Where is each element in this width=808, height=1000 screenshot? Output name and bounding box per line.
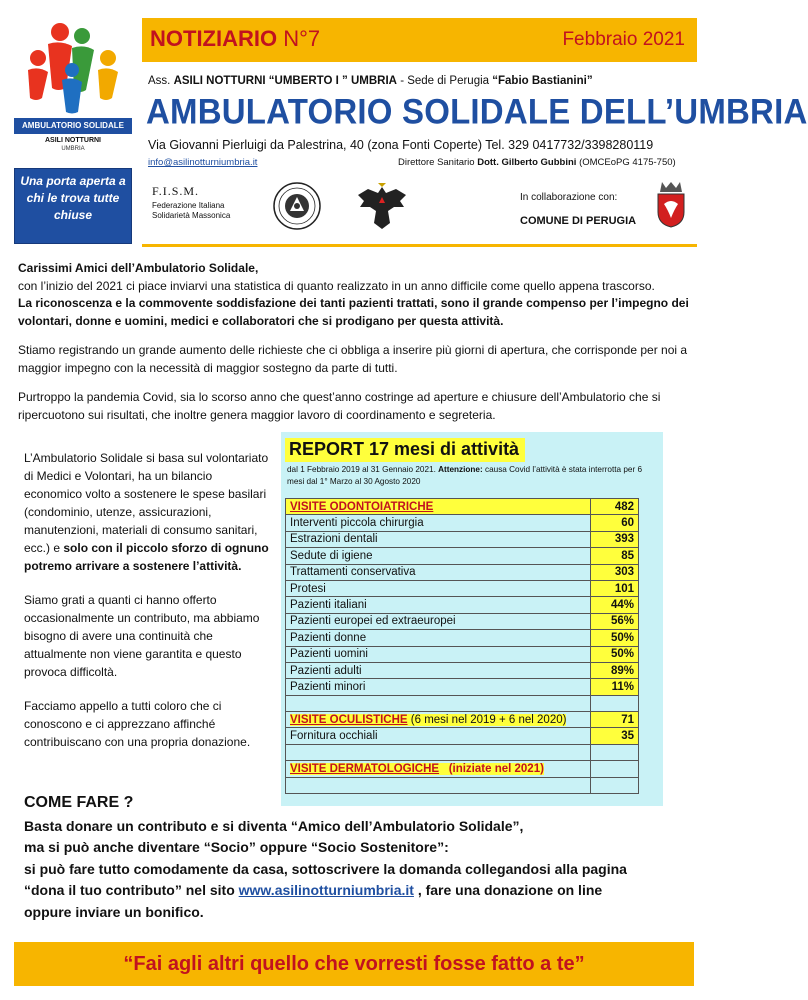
- table-row: [286, 695, 639, 711]
- table-cell-empty: [591, 695, 639, 711]
- table-cell-label: Fornitura occhiali: [286, 728, 591, 744]
- table-row: [286, 630, 639, 646]
- oculist-highlight: [290, 714, 566, 726]
- table-row: [286, 597, 639, 613]
- fism-line2: Solidarietà Massonica: [152, 211, 231, 220]
- report-note: [287, 464, 655, 488]
- table-row: [286, 613, 639, 629]
- left-p1-bold: solo con il piccolo sforzo di ognuno potremo arrivare a sostenere l’attività.: [24, 541, 269, 573]
- table-cell-label: [286, 712, 591, 728]
- fism-title: F.I.S.M.: [152, 184, 200, 198]
- association-logo: [14, 18, 132, 168]
- how-to-line4a: “dona il tuo contributo” nel sito: [24, 882, 239, 898]
- table-cell-label: Pazienti adulti: [286, 662, 591, 678]
- email-link[interactable]: info@asilinotturniumbria.it: [148, 157, 258, 168]
- director-line: [398, 157, 676, 168]
- assoc-sede-name: “Fabio Bastianini”: [492, 75, 593, 87]
- how-to-line1: Basta donare un contributo e si diventa “Amico dell’Ambulatorio Solidale”,: [24, 817, 524, 834]
- table-cell-label: [286, 499, 591, 515]
- table-cell-value: 44%: [591, 597, 639, 613]
- how-to-line2: ma si può anche diventare “Socio” oppure “Socio Sostenitore”:: [24, 839, 449, 855]
- table-row: [286, 580, 639, 596]
- table-cell-label: Protesi: [286, 580, 591, 596]
- comune-name: COMUNE DI PERUGIA: [520, 215, 637, 227]
- newsletter-header-bar: [142, 18, 697, 62]
- issue-number: N°7: [283, 26, 321, 51]
- table-row: [286, 564, 639, 580]
- logo-region: UMBRIA: [61, 146, 85, 152]
- logo-subtitle: ASILI NOTTURNI: [45, 137, 101, 144]
- table-cell-empty: [591, 744, 639, 760]
- derma-label: VISITE DERMATOLOGICHE: [290, 762, 440, 775]
- table-cell-value: 35: [591, 728, 639, 744]
- table-cell-label: Pazienti europei ed extraeuropei: [286, 613, 591, 629]
- table-cell-value: 101: [591, 580, 639, 596]
- left-p1-text: L’Ambulatorio Solidale si basa sul volontariato di Medici e Volontari, ha un bilancio economico volto a sostenere le spese basilari (condominio, utenze, assicurazioni, manutenzioni, materiali di consumo sanitari, ecc.) e: [24, 451, 269, 555]
- director-prefix: Direttore Sanitario: [398, 157, 475, 168]
- footer-quote: “Fai agli altri quello che vorresti fosse fatto a te”: [14, 942, 694, 986]
- how-to-section: [24, 792, 694, 923]
- table-cell-value: 11%: [591, 679, 639, 695]
- logo-banner: AMBULATORIO SOLIDALE: [14, 118, 132, 134]
- table-cell-label: Pazienti donne: [286, 630, 591, 646]
- table-row: [286, 662, 639, 678]
- oculist-note: (6 mesi nel 2019 + 6 nel 2020): [410, 713, 567, 726]
- assoc-prefix: Ass.: [148, 75, 171, 87]
- people-group-icon: [20, 18, 126, 116]
- report-table: [285, 498, 639, 794]
- table-cell-value: 60: [591, 515, 639, 531]
- issue-date: Febbraio 2021: [562, 29, 685, 50]
- table-cell-label: Sedute di igiene: [286, 548, 591, 564]
- intro-p2: Stiamo registrando un grande aumento delle richieste che ci obbliga a inserire più giorni di apertura, che corrisponde per noi a maggior impegno con la necessità di maggior sostegno da parte di tutti.: [18, 343, 688, 375]
- table-row: [286, 531, 639, 547]
- oculist-label: VISITE OCULISTICHE: [290, 713, 408, 726]
- report-attention: Attenzione:: [438, 465, 483, 474]
- motto-box: Una porta aperta a chi le trova tutte chiuse: [14, 168, 132, 244]
- table-row: [286, 515, 639, 531]
- how-to-line4b: , fare una donazione on line: [413, 882, 603, 898]
- table-cell-label: Pazienti italiani: [286, 597, 591, 613]
- table-cell-value: 56%: [591, 613, 639, 629]
- issue-title: [150, 26, 320, 52]
- perugia-crest-icon: [654, 180, 688, 228]
- fism-subtitle: [152, 201, 262, 221]
- report-period: dal 1 Febbraio 2019 al 31 Gennaio 2021.: [287, 465, 436, 474]
- how-to-line4: [24, 880, 694, 902]
- table-cell-empty: [286, 744, 591, 760]
- table-row: [286, 712, 639, 728]
- table-cell-label: Pazienti minori: [286, 679, 591, 695]
- report-title: REPORT 17 mesi di attività: [285, 438, 525, 462]
- table-cell-value: 50%: [591, 646, 639, 662]
- table-row: [286, 761, 639, 777]
- header-divider: [142, 244, 697, 247]
- table-cell-label: Trattamenti conservativa: [286, 564, 591, 580]
- assoc-name: ASILI NOTTURNI “UMBERTO I ” UMBRIA: [173, 75, 397, 87]
- intro-p1: con l’inizio del 2021 ci piace inviarvi una statistica di quanto realizzato in un anno difficile come quello appena trascorso.: [18, 278, 655, 293]
- table-cell-value: 50%: [591, 630, 639, 646]
- double-eagle-icon: [354, 181, 410, 231]
- intro-text: [18, 260, 693, 436]
- collaboration-label: In collaborazione con:: [520, 192, 618, 203]
- page-title: AMBULATORIO SOLIDALE DELL’UMBRIA: [146, 91, 808, 131]
- table-cell-value: 71: [591, 712, 639, 728]
- greeting: Carissimi Amici dell’Ambulatorio Solidale,: [18, 261, 259, 275]
- left-p1: [24, 449, 269, 575]
- table-cell-label: [286, 761, 591, 777]
- table-row: [286, 548, 639, 564]
- report-covid-note: causa Covid l’attività è stata interrotta per 6 mesi dal 1° Marzo al 30 Agosto 2020: [287, 465, 642, 486]
- how-to-line3: si può fare tutto comodamente da casa, sottoscrivere la domanda collegandosi alla pagina: [24, 860, 627, 877]
- left-column: [24, 449, 269, 767]
- table-row: [286, 728, 639, 744]
- table-cell-value: 393: [591, 531, 639, 547]
- derma-highlight: [290, 763, 544, 775]
- table-cell-value: 89%: [591, 662, 639, 678]
- intro-p3: Purtroppo la pandemia Covid, sia lo scorso anno che quest’anno costringe ad aperture e chiusure dell’Ambulatorio che si ripercuotono sui risultati, che inoltre genera maggior lavoro di coordinamento e segreteria.: [18, 390, 661, 422]
- derma-note: (iniziate nel 2021): [448, 762, 544, 775]
- table-row: [286, 679, 639, 695]
- table-row: [286, 646, 639, 662]
- table-cell-empty: [591, 761, 639, 777]
- fism-line1: Federazione Italiana: [152, 201, 225, 210]
- table-cell-label: Pazienti uomini: [286, 646, 591, 662]
- odonto-label: VISITE ODONTOIATRICHE: [290, 500, 434, 513]
- masonic-seal-icon: [272, 181, 322, 231]
- intro-p1-bold: La riconoscenza e la commovente soddisfazione dei tanti pazienti trattati, sono il grande compenso per l’impegno dei volontari, donne e uomini, medici e collaboratori che si prodigano per questa attività.: [18, 296, 689, 328]
- table-row: [286, 499, 639, 515]
- issue-prefix: NOTIZIARIO: [150, 26, 278, 51]
- director-name: Dott. Gilberto Gubbini: [477, 157, 577, 168]
- left-p3: Facciamo appello a tutti coloro che ci conoscono e ci apprezzano affinché contribuiscano con una propria donazione.: [24, 699, 251, 749]
- website-link[interactable]: www.asilinotturniumbria.it: [238, 882, 414, 898]
- director-suffix: (OMCEoPG 4175-750): [579, 157, 676, 168]
- assoc-sede: - Sede di Perugia: [400, 75, 490, 87]
- table-row: [286, 744, 639, 760]
- address: Via Giovanni Pierluigi da Palestrina, 40 (zona Fonti Coperte) Tel. 329 0417732/3398280119: [148, 138, 654, 152]
- table-cell-value: 482: [591, 499, 639, 515]
- how-to-line5: oppure inviare un bonifico.: [24, 903, 204, 920]
- association-line: [148, 75, 593, 87]
- table-cell-value: 303: [591, 564, 639, 580]
- how-to-title: COME FARE ?: [24, 794, 134, 811]
- table-cell-label: Interventi piccola chirurgia: [286, 515, 591, 531]
- left-p2: Siamo grati a quanti ci hanno offerto occasionalmente un contributo, ma abbiamo bisogno di avere una continuità che attualmente non viene garantita e questo provoca difficoltà.: [24, 593, 260, 679]
- fism-logo: [152, 184, 262, 221]
- activity-report: [281, 432, 663, 806]
- table-cell-empty: [286, 695, 591, 711]
- table-cell-label: Estrazioni dentali: [286, 531, 591, 547]
- table-cell-value: 85: [591, 548, 639, 564]
